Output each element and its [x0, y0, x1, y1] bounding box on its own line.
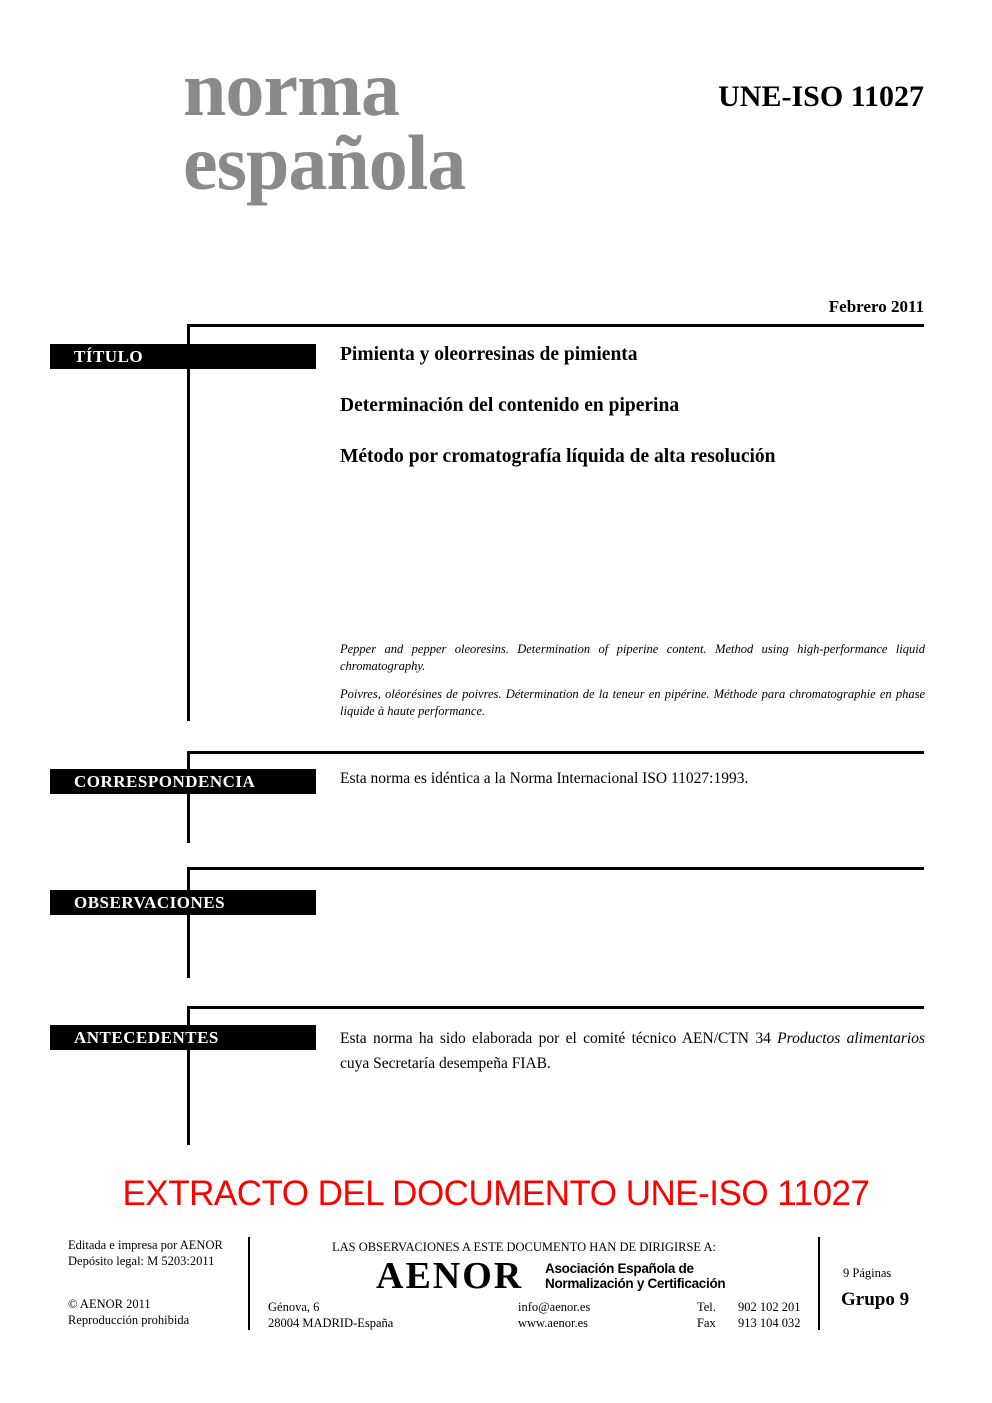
rule-horizontal-observaciones — [188, 867, 924, 870]
footer-phone-labels — [697, 1299, 716, 1331]
antecedentes-text — [340, 1026, 925, 1076]
norma-espanola-logo — [183, 45, 466, 206]
rule-horizontal-correspondencia — [188, 751, 924, 754]
footer-email[interactable]: info@aenor.es — [518, 1300, 591, 1314]
antecedentes-label: ANTECEDENTES — [74, 1027, 219, 1047]
footer-website[interactable]: www.aenor.es — [518, 1316, 589, 1330]
footer-fax-label: Fax — [697, 1316, 716, 1330]
antecedentes-text-after: cuya Secretaría desempeña FIAB. — [340, 1055, 551, 1072]
observaciones-label: OBSERVACIONES — [74, 892, 226, 912]
footer-page-count: 9 Páginas — [843, 1266, 892, 1280]
footer-copyright-line: © AENOR 2011 — [68, 1297, 151, 1311]
rule-horizontal-titulo — [188, 324, 924, 327]
correspondencia-label-bar — [50, 769, 316, 794]
footer-imprint — [68, 1237, 223, 1269]
footer-group: Grupo 9 — [841, 1289, 910, 1310]
antecedentes-label-bar — [50, 1025, 316, 1050]
aenor-logo: AENOR — [376, 1255, 524, 1297]
footer-imprint-line-1: Editada e impresa por AENOR — [68, 1238, 223, 1252]
footer-divider-right — [818, 1237, 820, 1330]
footer-reproduction-line: Reproducción prohibida — [68, 1313, 190, 1327]
footer-imprint-line-2: Depósito legal: M 5203:2011 — [68, 1254, 215, 1268]
footer-notice: LAS OBSERVACIONES A ESTE DOCUMENTO HAN DE DIRIGIRSE A: — [332, 1240, 716, 1254]
logo-line-2: española — [183, 119, 466, 206]
logo-line-1: norma — [183, 45, 399, 132]
rule-vertical-correspondencia — [187, 751, 190, 843]
antecedentes-text-before: Esta norma ha sido elaborada por el comité técnico AEN/CTN 34 — [340, 1030, 778, 1047]
aenor-logo-subtitle — [545, 1261, 725, 1291]
footer-tel-label: Tel. — [697, 1300, 716, 1314]
title-english: Pepper and pepper oleoresins. Determination of piperine content. Method using high-performance liquid chromatography. — [340, 642, 925, 673]
antecedentes-text-italic: Productos alimentarios — [777, 1030, 925, 1047]
observaciones-label-bar — [50, 890, 316, 915]
footer-phone-values — [738, 1299, 801, 1331]
footer-address-city: 28004 MADRID-España — [268, 1316, 394, 1330]
footer-address-street: Génova, 6 — [268, 1300, 320, 1314]
footer-address — [268, 1299, 393, 1331]
rule-vertical-titulo — [187, 324, 190, 721]
publication-date: Febrero 2011 — [828, 297, 924, 316]
title-line-2: Determinación del contenido en piperina — [340, 395, 680, 416]
footer-divider-left — [248, 1237, 250, 1330]
titulo-label-bar — [50, 344, 316, 369]
title-line-3: Método por cromatografía líquida de alta resolución — [340, 446, 776, 467]
footer-tel-number: 902 102 201 — [738, 1300, 801, 1314]
rule-horizontal-antecedentes — [188, 1006, 924, 1009]
footer-fax-number: 913 104 032 — [738, 1316, 801, 1330]
correspondencia-text: Esta norma es idéntica a la Norma Internacional ISO 11027:1993. — [340, 770, 749, 787]
aenor-subtitle-line-1: Asociación Española de — [545, 1261, 694, 1276]
title-french: Poivres, oléorésines de poivres. Détermination de la teneur en pipérine. Méthode para chromatographie en phase liquide à haute performance. — [340, 687, 925, 718]
title-line-1: Pimienta y oleorresinas de pimienta — [340, 344, 638, 365]
footer-copyright — [68, 1296, 189, 1328]
rule-vertical-observaciones — [187, 867, 190, 978]
document-code: UNE-ISO 11027 — [718, 80, 924, 113]
footer-contact-web — [518, 1299, 590, 1331]
titulo-label: TÍTULO — [74, 346, 144, 366]
aenor-subtitle-line-2: Normalización y Certificación — [545, 1276, 726, 1291]
extract-banner: EXTRACTO DEL DOCUMENTO UNE-ISO 11027 — [122, 1174, 870, 1213]
correspondencia-label: CORRESPONDENCIA — [74, 771, 256, 791]
